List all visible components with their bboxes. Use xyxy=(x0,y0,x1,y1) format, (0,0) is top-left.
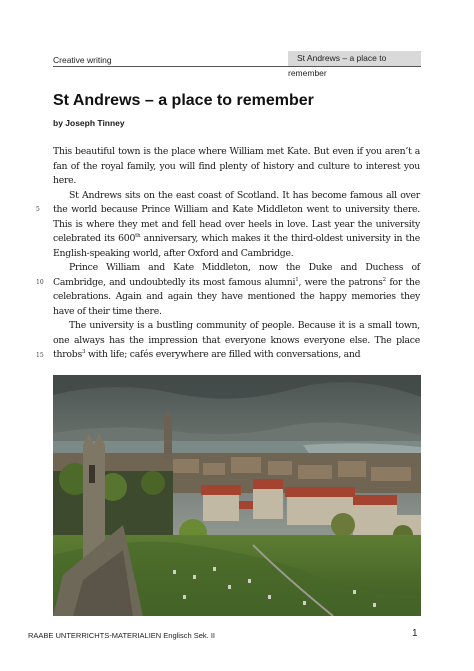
article-byline: by Joseph Tinney xyxy=(53,118,125,128)
article-body xyxy=(53,145,420,363)
header-divider xyxy=(53,66,421,67)
footer-publisher: RAABE UNTERRICHTS-MATERIALIEN Englisch Sek. II xyxy=(28,631,215,640)
article-title: St Andrews – a place to remember xyxy=(53,92,314,109)
paragraph-3 xyxy=(53,261,420,319)
photo-illustration xyxy=(53,375,421,616)
paragraph-2-text-b: anniversary, which makes it the third-oldest university in the English-speaking world, after Oxford and Cambridge. xyxy=(53,233,420,259)
paragraph-3-text-c: for the celebrations. Again and again they have mentioned the happy memories they have of their time there. xyxy=(53,276,420,317)
paragraph-4-text-b: with life; cafés everywhere are filled with conversations, and xyxy=(85,349,361,360)
ordinal-superscript: th xyxy=(135,233,141,239)
footnote-ref-2[interactable]: 2 xyxy=(382,276,386,283)
paragraph-4 xyxy=(53,319,420,363)
footnote-ref-1[interactable]: 1 xyxy=(295,276,299,283)
line-number-5: 5 xyxy=(36,206,40,213)
paragraph-2-text-a: St Andrews sits on the east coast of Scotland. It has become famous all over the world because Prince William and Kate Middleton went to university there. This is where they met and fell head over heels in love. Last year the university celebrated its 600 xyxy=(53,189,420,244)
paragraph-3-text-b: , were the patrons xyxy=(298,276,383,288)
header-section-label: Creative writing xyxy=(53,55,112,65)
line-number-10: 10 xyxy=(36,279,44,286)
paragraph-1 xyxy=(53,145,420,189)
footnote-ref-3[interactable]: 3 xyxy=(82,349,86,355)
header-topic-label: St Andrews – a place to remember xyxy=(288,51,421,66)
paragraph-4-text-a: The university is a bustling community of people. Because it is a small town, one always has the impression that everyone knows everyone else. The place throbs xyxy=(53,320,420,360)
town-panorama-photo xyxy=(53,375,421,616)
paragraph-1-text: This beautiful town is the place where William met Kate. But even if you aren’t a fan of the royal family, you will find plenty of history and culture to interest you here. xyxy=(53,146,420,186)
paragraph-2 xyxy=(53,189,420,262)
paragraph-3-text-a: Prince William and Kate Middleton, now the Duke and Duchess of Cambridge, and undoubtedly its most famous alumni xyxy=(53,262,420,288)
line-number-15: 15 xyxy=(36,352,44,359)
page-number: 1 xyxy=(412,628,418,639)
